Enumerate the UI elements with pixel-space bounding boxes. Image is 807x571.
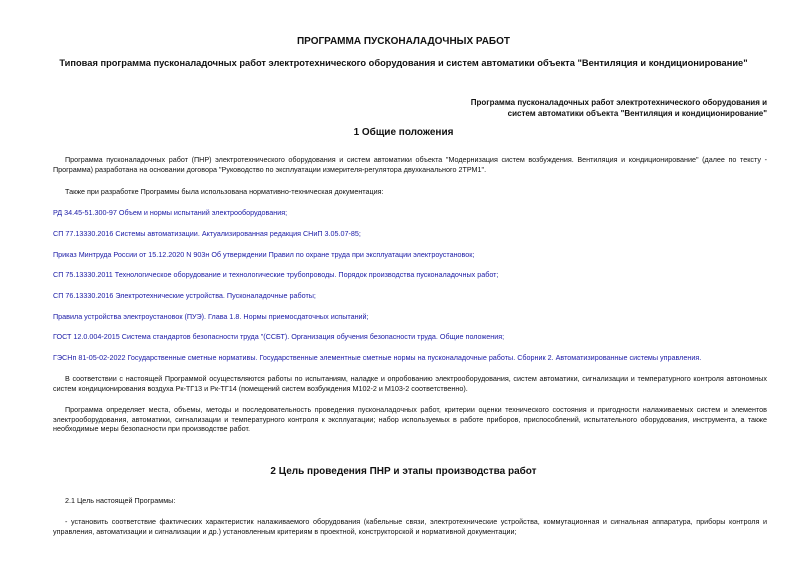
paragraph-2-1: 2.1 Цель настоящей Программы: [65,496,176,505]
right-header-line-2: систем автоматики объекта "Вентиляция и кондиционирование" [507,109,767,118]
paragraph-accordance: В соответствии с настоящей Программой осуществляются работы по испытаниям, наладке и опробованию электрооборудования, систем автоматики, сигнализации и температурного контроля автономных систем кондиционирования воздуха Рк-ТГ13 и Рк-ТГ14 (помещений систем возбуждения М102-2 и М103-2 соответственно). [53,374,767,393]
reference-link[interactable]: Правила устройства электроустановок (ПУЭ). Глава 1.8. Нормы приемосдаточных испытаний; [53,312,369,321]
reference-link[interactable]: ГОСТ 12.0.004-2015 Система стандартов безопасности труда "(ССБТ). Организация обучения безопасности труда. Общие положения; [53,332,505,341]
paragraph-docs: Также при разработке Программы была использована нормативно-техническая документация: [65,187,384,196]
paragraph-intro: Программа пусконаладочных работ (ПНР) электротехнического оборудования и систем автоматики объекта "Модернизация систем возбуждения. Вентиляция и кондиционирование" (далее по тексту - Программа) разработана на основании договора "Руководство по эксплуатации измерителя-регулятора двухканального 2ТРМ1". [53,155,767,174]
right-header-line-1: Программа пусконаладочных работ электротехнического оборудования и [470,98,767,107]
reference-link[interactable]: СП 77.13330.2016 Системы автоматизации. Актуализированная редакция СНиП 3.05.07-85; [53,229,361,238]
section-1-heading: 1 Общие положения [353,127,454,138]
paragraph-goal: - установить соответствие фактических характеристик налаживаемого оборудования (кабельные связи, электротехнические устройства, коммутационная и сигнальная аппаратура, приборы контроля и управления, автоматизации и сигнализации и др.) установленным критериям в проектной, конструкторской и нормативной документации; [53,517,767,536]
reference-link[interactable]: СП 75.13330.2011 Технологическое оборудование и технологические трубопроводы. Порядок производства пусконаладочных работ; [53,270,499,279]
section-2-heading: 2 Цель проведения ПНР и этапы производства работ [270,466,537,477]
right-header [367,97,767,119]
reference-link[interactable]: СП 76.13330.2016 Электротехнические устройства. Пусконаладочные работы; [53,291,316,300]
document-subtitle: Типовая программа пусконаладочных работ электротехнического оборудования и систем автоматики объекта "Вентиляция и кондиционирование" [59,58,748,68]
reference-link[interactable]: Приказ Минтруда России от 15.12.2020 N 903н Об утверждении Правил по охране труда при эксплуатации электроустановок; [53,250,475,259]
document-title: ПРОГРАММА ПУСКОНАЛАДОЧНЫХ РАБОТ [296,36,510,47]
reference-link[interactable]: РД 34.45-51.300-97 Объем и нормы испытаний электрооборудования; [53,208,288,217]
reference-link[interactable]: ГЭСНп 81-05-02-2022 Государственные сметные нормативы. Государственные элементные сметные нормы на пусконаладочные работы. Сборник 2. Автоматизированные системы управления. [53,353,702,362]
paragraph-defines: Программа определяет места, объемы, методы и последовательность проведения пусконаладочных работ, критерии оценки технического состояния и пригодности налаживаемых систем и элементов электрооборудования, автоматики, сигнализации и температурного контроля к эксплуатации; набор используемых в работе приборов, приспособлений, испытательного оборудования, инструмента, а также необходимые меры безопасности при производстве работ. [53,405,767,433]
